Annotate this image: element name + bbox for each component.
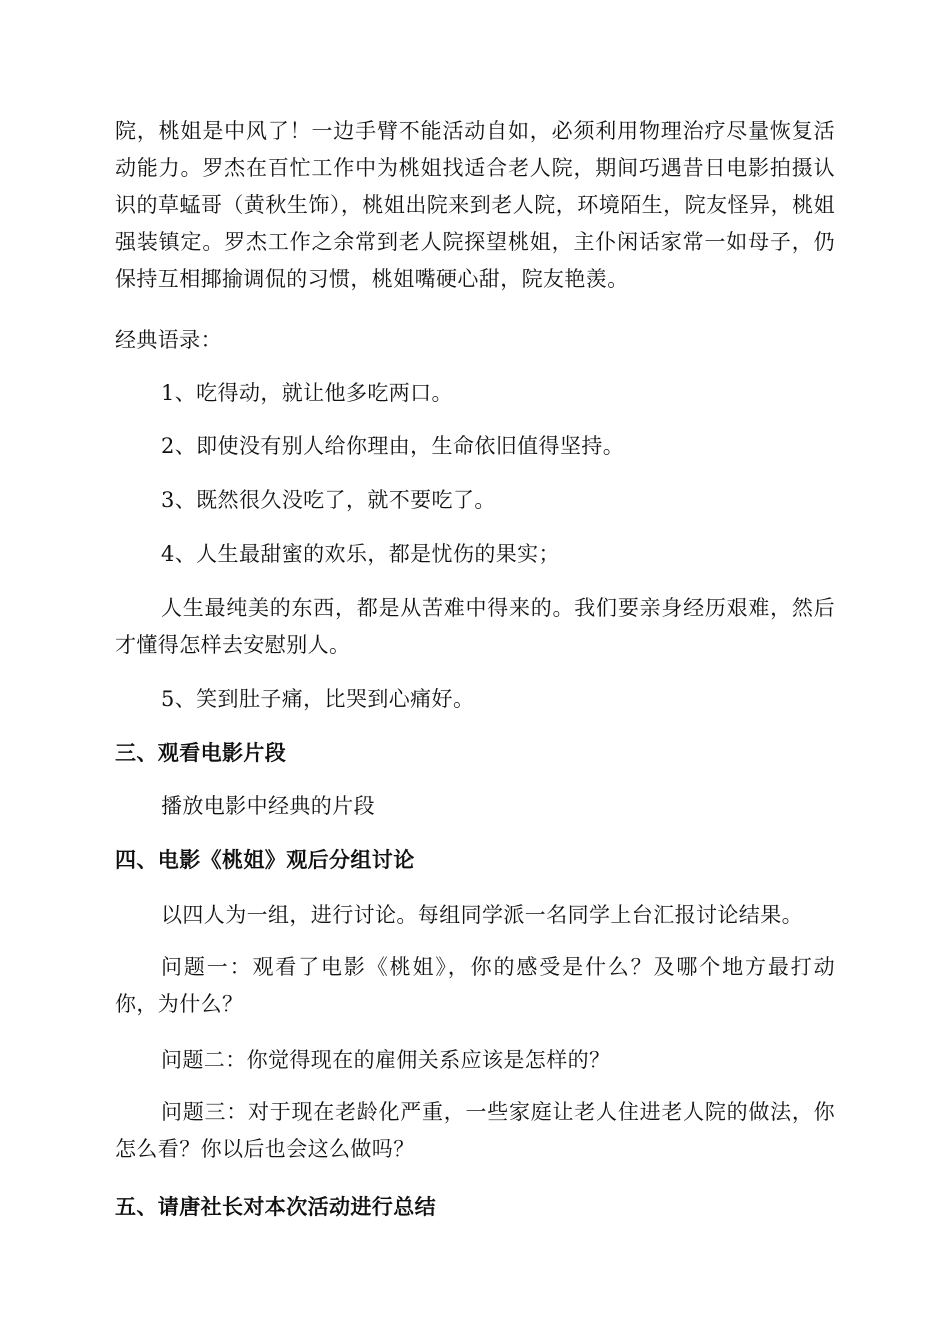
intro-paragraph: 院，桃姐是中风了！一边手臂不能活动自如，必须利用物理治疗尽量恢复活动能力。罗杰在百忙工作中为桃姐找适合老人院，期间巧遇昔日电影拍摄认识的草蜢哥（黄秋生饰），桃姐出院来到老人院，环境陌生，院友怪异，桃姐强装镇定。罗杰工作之余常到老人院探望桃姐，主仆闲话家常一如母子，仍保持互相揶揄调侃的习惯，桃姐嘴硬心甜，院友艳羡。 bbox=[115, 119, 835, 291]
section-4-body: 以四人为一组，进行讨论。每组同学派一名同学上台汇报讨论结果。 bbox=[161, 903, 803, 927]
section-5-heading: 五、请唐社长对本次活动进行总结 bbox=[115, 1194, 436, 1219]
quote-item-4-continuation: 人生最纯美的东西，都是从苦难中得来的。我们要亲身经历艰难，然后才懂得怎样去安慰别人。 bbox=[115, 596, 835, 657]
quote-item-3: 3、既然很久没吃了，就不要吃了。 bbox=[161, 488, 496, 512]
quote-item-4: 4、人生最甜蜜的欢乐，都是忧伤的果实； bbox=[161, 542, 560, 566]
quotes-label: 经典语录： bbox=[115, 328, 222, 352]
question-1: 问题一：观看了电影《桃姐》，你的感受是什么？及哪个地方最打动你，为什么？ bbox=[115, 955, 835, 1016]
quote-item-5: 5、笑到肚子痛，比哭到心痛好。 bbox=[161, 687, 475, 711]
quote-item-1: 1、吃得动，就让他多吃两口。 bbox=[161, 381, 453, 405]
question-3: 问题三：对于现在老龄化严重，一些家庭让老人住进老人院的做法，你怎么看？你以后也会这么做吗？ bbox=[115, 1100, 835, 1161]
question-2: 问题二：你觉得现在的雇佣关系应该是怎样的？ bbox=[161, 1048, 611, 1072]
section-4-heading: 四、电影《桃姐》观后分组讨论 bbox=[115, 847, 415, 872]
section-3-body: 播放电影中经典的片段 bbox=[161, 794, 375, 818]
quote-item-2: 2、即使没有别人给你理由，生命依旧值得坚持。 bbox=[161, 434, 625, 458]
section-3-heading: 三、观看电影片段 bbox=[115, 740, 287, 765]
